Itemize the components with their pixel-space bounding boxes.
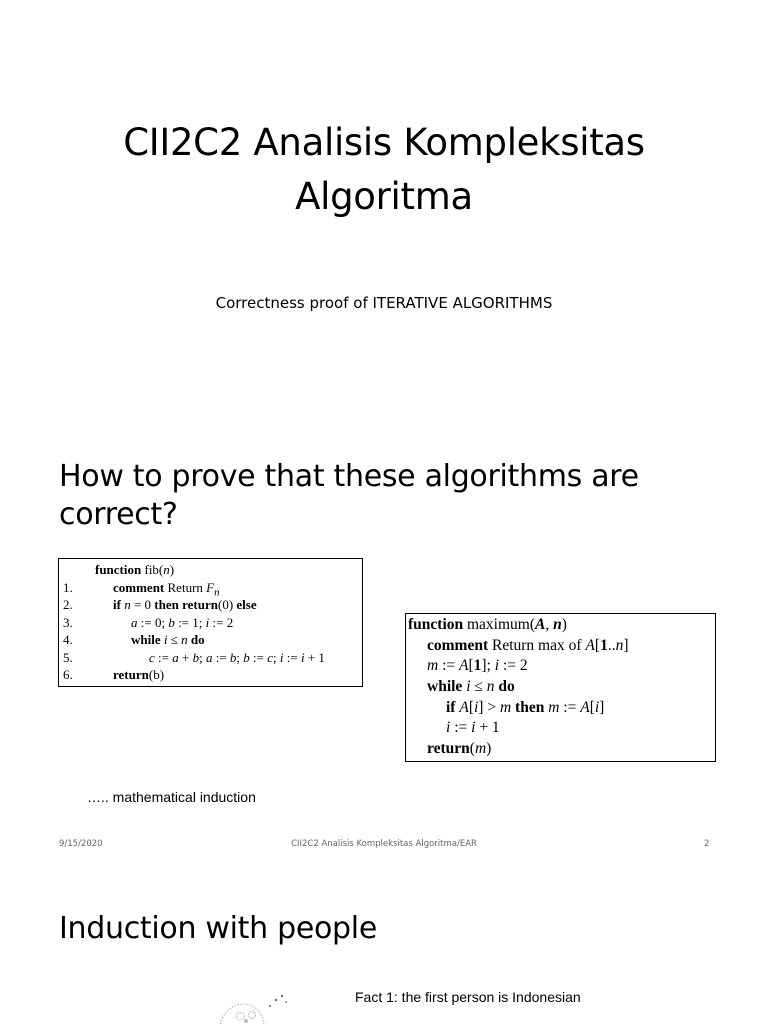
- max-line: function maximum(A, n): [408, 616, 567, 633]
- fib-line: [63, 666, 358, 684]
- fib-line-text: a := 0; b := 1; i := 2: [131, 614, 234, 630]
- fib-line: [63, 596, 358, 614]
- fib-code-box: [58, 558, 363, 687]
- fib-line-text: c := a + b; a := b; b := c; i := i + 1: [149, 649, 325, 665]
- footer-page-number: 2: [704, 839, 710, 849]
- fib-line-number: 4.: [63, 632, 73, 647]
- fib-line: [63, 561, 358, 579]
- fib-line-number: 6.: [63, 667, 73, 682]
- fib-line: [63, 649, 358, 667]
- slide2-heading: [59, 458, 719, 534]
- slide3-heading: Induction with people: [59, 911, 377, 946]
- footer-date: 9/15/2020: [59, 839, 103, 849]
- fib-line-number: 5.: [63, 649, 73, 665]
- slide2-heading-line2: correct?: [59, 497, 178, 532]
- fib-line-number: 3.: [63, 614, 73, 630]
- slide-subtitle: Correctness proof of ITERATIVE ALGORITHMS: [215, 294, 553, 312]
- induction-note: ….. mathematical induction: [87, 789, 256, 805]
- max-line: i := i + 1: [446, 719, 500, 737]
- slide2-heading-line1: How to prove that these algorithms are: [59, 459, 639, 494]
- fib-line-number: 2.: [63, 597, 73, 612]
- fib-line: [63, 614, 358, 632]
- footer-title: CII2C2 Analisis Kompleksitas Algoritma/EAR: [291, 839, 477, 849]
- max-line: comment Return max of A[1..n]: [427, 636, 629, 654]
- fib-line-text: comment Return $F_n$: [113, 579, 220, 599]
- fib-line: [63, 631, 358, 649]
- slide-title-line1: CII2C2 Analisis Kompleksitas: [123, 121, 645, 164]
- max-line: if A[i] > m then m := A[i]: [446, 698, 605, 716]
- maximum-code-box: [405, 613, 716, 762]
- max-line: while i ≤ n do: [427, 678, 515, 696]
- fib-line-text: while i ≤ n do: [131, 632, 205, 647]
- fib-line-text: return(b): [113, 667, 165, 682]
- fib-line-text: if n = 0 then return(0) else: [113, 597, 257, 612]
- fact-1: Fact 1: the first person is Indonesian: [355, 989, 581, 1005]
- people-doodle-icon: [218, 988, 298, 1024]
- max-line: return(m): [427, 740, 492, 758]
- fib-line-number: 1.: [63, 579, 73, 595]
- fib-line-text: function fib(n): [95, 562, 175, 577]
- fib-line: [63, 579, 358, 597]
- max-line: m := A[1]; i := 2: [427, 657, 528, 675]
- slide-title-line2: Algoritma: [295, 175, 473, 218]
- fib-line-number: [63, 561, 93, 579]
- slide-title: [0, 116, 768, 224]
